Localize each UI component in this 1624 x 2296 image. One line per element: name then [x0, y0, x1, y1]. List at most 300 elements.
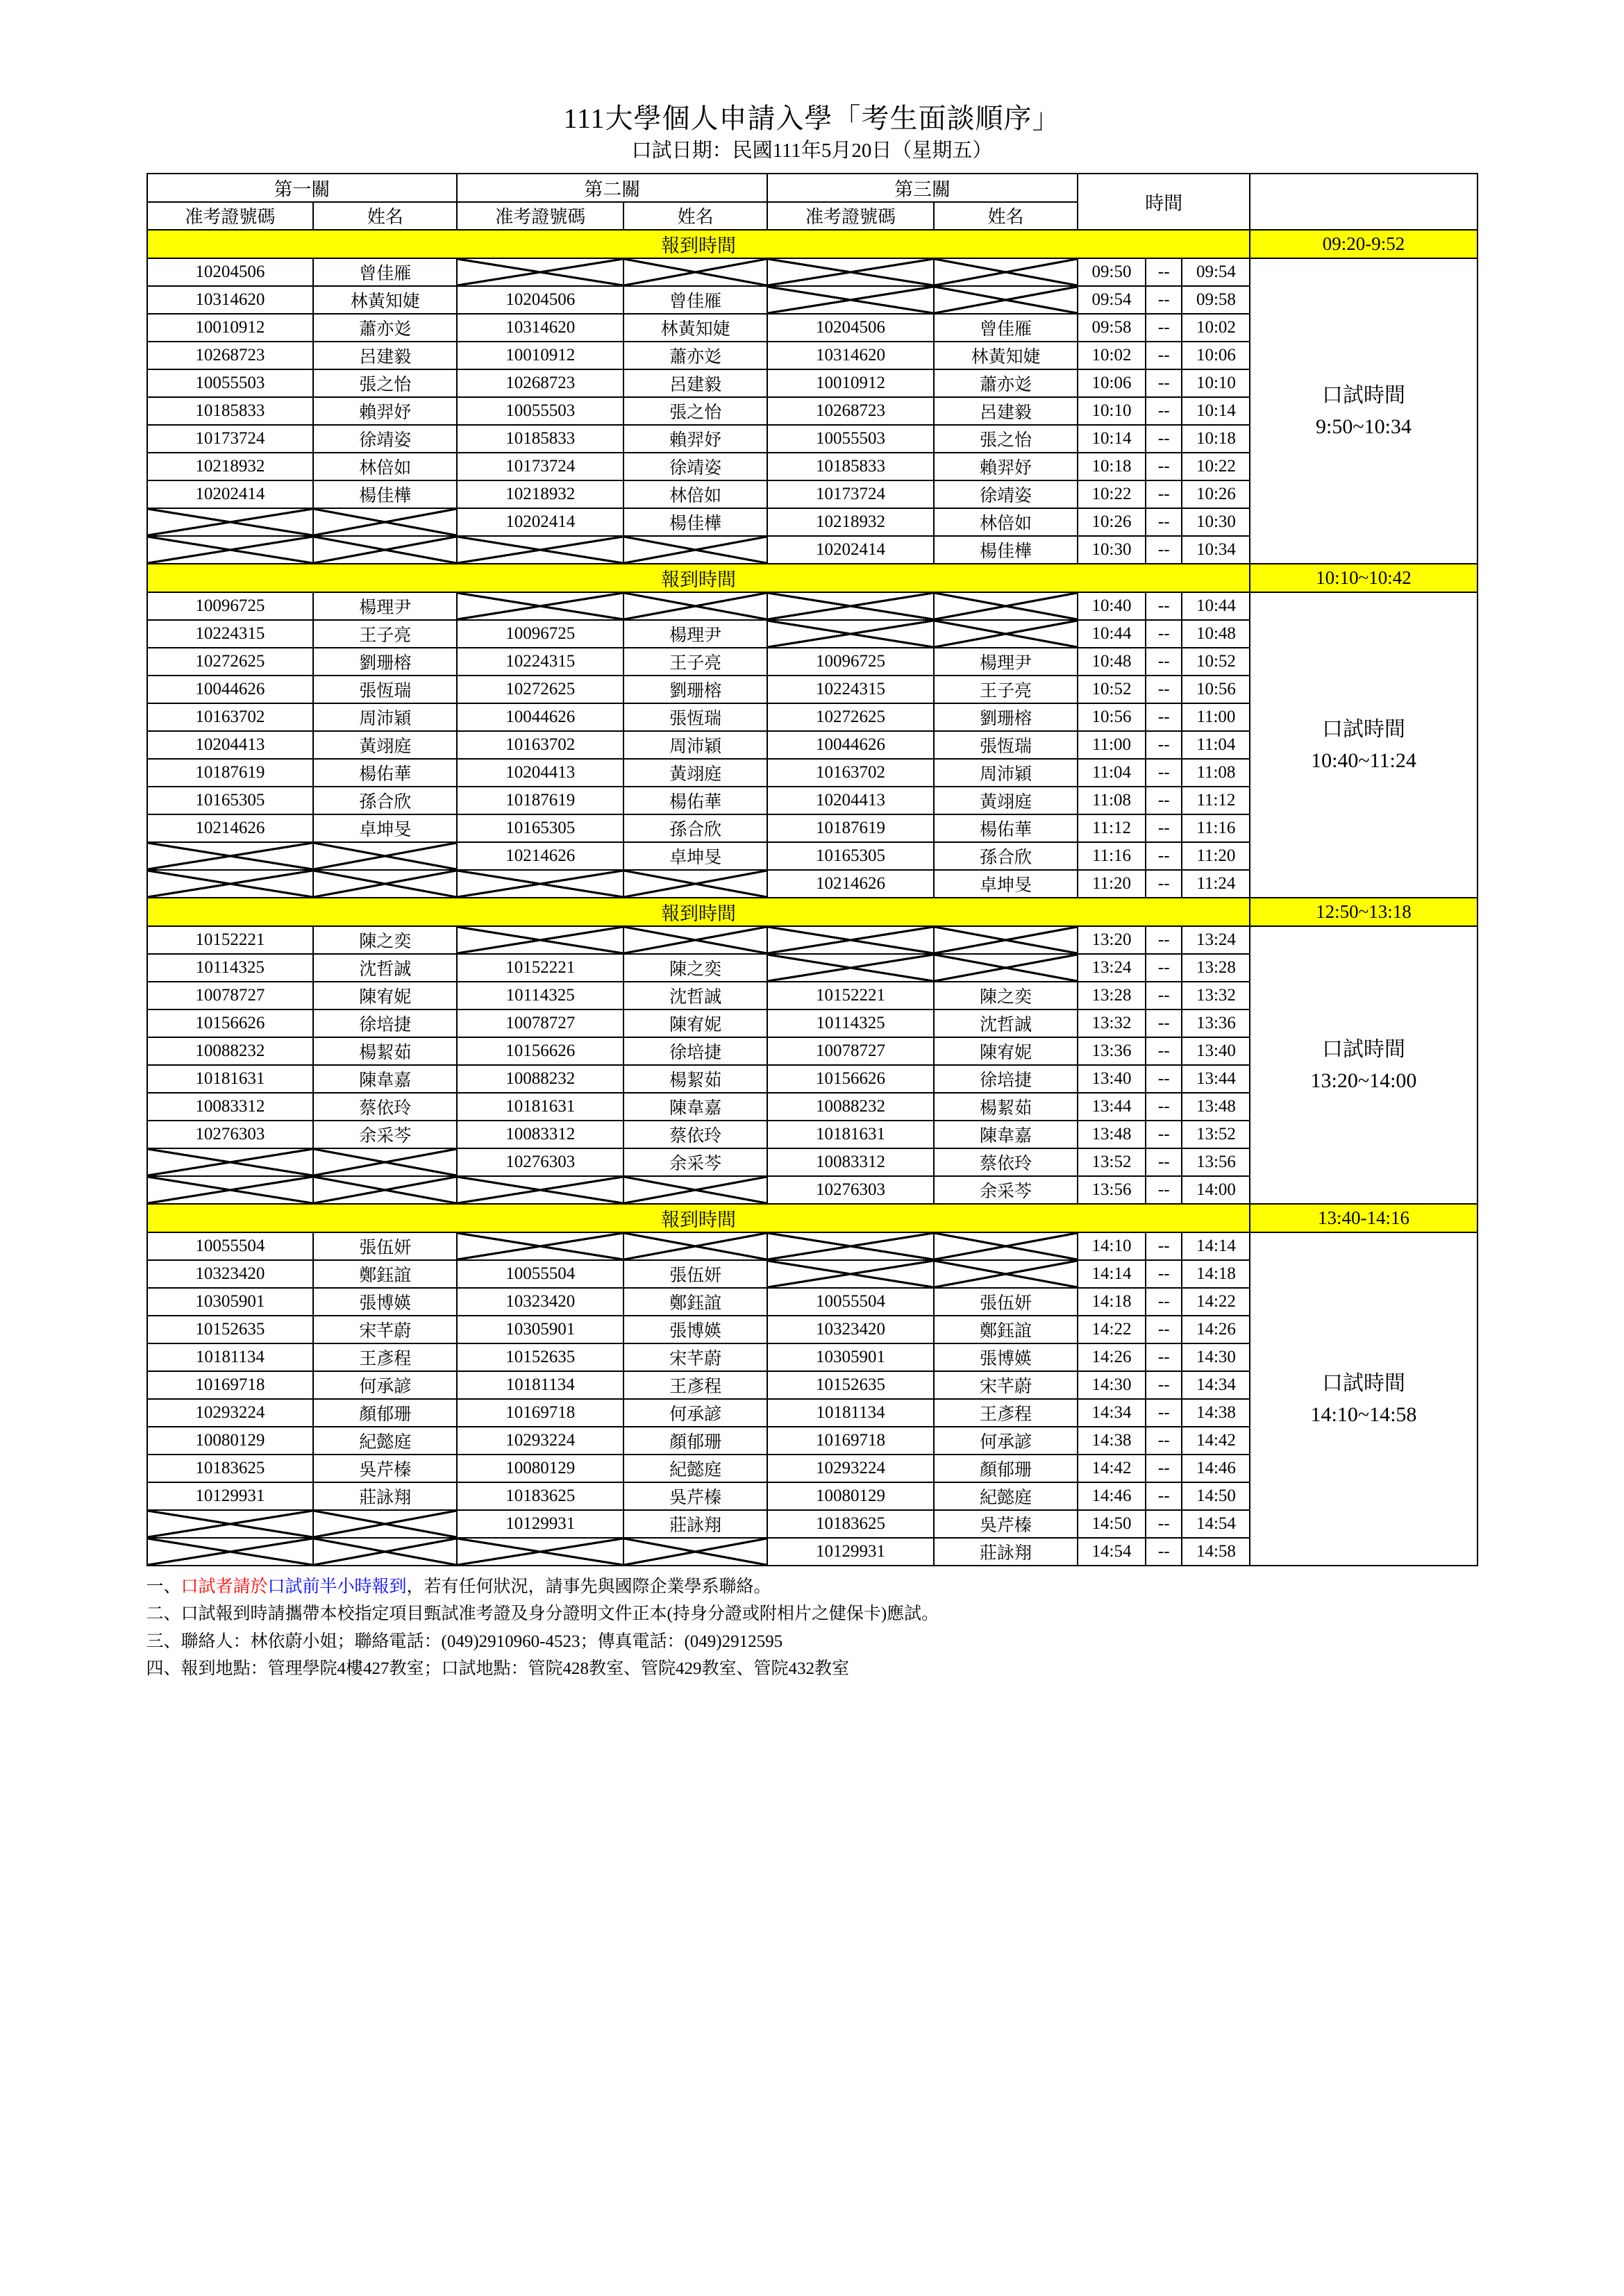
stage1-name: 林倍如	[313, 453, 457, 480]
stage1-name: 張之怡	[313, 369, 457, 397]
stage3-exam-id: 10218932	[767, 508, 934, 536]
stage2-exam-id: 10173724	[457, 453, 623, 480]
stage1-exam-id: 10272625	[147, 648, 314, 676]
stage2-name: 楊佳樺	[623, 508, 767, 536]
stage2-exam-id: 10314620	[457, 314, 623, 342]
time-start: 10:06	[1078, 369, 1146, 397]
note-1-rest: ，若有任何狀況，請事先與國際企業學系聯絡。	[406, 1577, 771, 1596]
table-body	[147, 230, 1477, 1566]
time-start: 13:32	[1078, 1009, 1146, 1037]
time-dash: --	[1146, 954, 1182, 982]
stage3-exam-id: 10173724	[767, 480, 934, 508]
stage3-exam-id: 10185833	[767, 453, 934, 480]
stage3-exam-id-empty	[767, 286, 934, 314]
time-start: 14:50	[1078, 1510, 1146, 1538]
time-start: 11:20	[1078, 870, 1146, 898]
stage2-name: 莊詠翔	[623, 1510, 767, 1538]
note-1-blue: 口試前半小時報到	[267, 1577, 407, 1596]
stage3-exam-id: 10044626	[767, 731, 934, 759]
stage3-name: 陳宥妮	[934, 1037, 1078, 1065]
stage2-exam-id: 10204506	[457, 286, 623, 314]
time-dash: --	[1146, 814, 1182, 842]
time-end: 10:22	[1182, 453, 1250, 480]
stage1-exam-id: 10276303	[147, 1121, 314, 1148]
stage1-exam-id: 10165305	[147, 787, 314, 814]
stage2-name: 黃翊庭	[623, 759, 767, 787]
oral-time-cell	[1250, 1232, 1477, 1566]
time-end: 14:50	[1182, 1482, 1250, 1510]
stage3-name: 黃翊庭	[934, 787, 1078, 814]
time-start: 13:36	[1078, 1037, 1146, 1065]
stage1-name: 陳之奕	[313, 926, 457, 954]
stage3-exam-id: 10204413	[767, 787, 934, 814]
stage1-name: 蕭亦彣	[313, 314, 457, 342]
time-start: 13:20	[1078, 926, 1146, 954]
oral-time-label: 口試時間	[1321, 717, 1405, 741]
time-end: 11:16	[1182, 814, 1250, 842]
header-stage-1: 第一關	[147, 174, 458, 202]
time-start: 09:58	[1078, 314, 1146, 342]
time-end: 14:18	[1182, 1260, 1250, 1288]
stage2-exam-id-empty	[457, 536, 623, 564]
stage3-exam-id-empty	[767, 926, 934, 954]
stage2-name-empty	[623, 870, 767, 898]
stage3-name: 卓坤旻	[934, 870, 1078, 898]
stage1-name: 賴羿妤	[313, 397, 457, 425]
time-dash: --	[1146, 676, 1182, 703]
stage2-name: 沈哲誠	[623, 982, 767, 1009]
stage3-name: 張恆瑞	[934, 731, 1078, 759]
time-end: 14:54	[1182, 1510, 1250, 1538]
report-time-range: 10:10~10:42	[1250, 564, 1477, 592]
stage2-exam-id: 10055504	[457, 1260, 623, 1288]
time-end: 14:14	[1182, 1232, 1250, 1260]
time-dash: --	[1146, 453, 1182, 480]
stage1-exam-id: 10323420	[147, 1260, 314, 1288]
stage1-name-empty	[313, 1538, 457, 1566]
stage2-exam-id: 10129931	[457, 1510, 623, 1538]
time-dash: --	[1146, 1371, 1182, 1399]
oral-time-range: 14:10~14:58	[1310, 1402, 1417, 1426]
stage1-name: 楊佑華	[313, 759, 457, 787]
note-4: 四、報到地點：管理學院4樓427教室；口試地點：管院428教室、管院429教室、管院432教室	[146, 1659, 850, 1679]
stage3-exam-id: 10224315	[767, 676, 934, 703]
stage1-name: 徐靖姿	[313, 425, 457, 453]
time-start: 14:30	[1078, 1371, 1146, 1399]
stage1-exam-id-empty	[147, 536, 314, 564]
time-dash: --	[1146, 1148, 1182, 1176]
time-start: 10:18	[1078, 453, 1146, 480]
stage1-exam-id: 10114325	[147, 954, 314, 982]
stage2-exam-id: 10293224	[457, 1427, 623, 1455]
stage3-name-empty	[934, 286, 1078, 314]
stage3-name: 曾佳雁	[934, 314, 1078, 342]
stage2-name: 呂建毅	[623, 369, 767, 397]
stage1-name: 劉珊榕	[313, 648, 457, 676]
stage1-name: 楊理尹	[313, 592, 457, 620]
stage2-exam-id: 10181631	[457, 1093, 623, 1121]
stage2-exam-id-empty	[457, 1538, 623, 1566]
time-dash: --	[1146, 342, 1182, 369]
time-start: 10:10	[1078, 397, 1146, 425]
time-start: 10:02	[1078, 342, 1146, 369]
stage3-name: 王彥程	[934, 1399, 1078, 1427]
time-end: 13:48	[1182, 1093, 1250, 1121]
note-3: 三、聯絡人：林依蔚小姐；聯絡電話：(049)2910960-4523；傳真電話：(049)2912595	[146, 1632, 783, 1651]
time-end: 13:28	[1182, 954, 1250, 982]
stage1-name: 沈哲誠	[313, 954, 457, 982]
table-row	[147, 926, 1477, 954]
stage3-name-empty	[934, 592, 1078, 620]
stage3-name-empty	[934, 1260, 1078, 1288]
stage1-exam-id: 10293224	[147, 1399, 314, 1427]
stage2-exam-id: 10163702	[457, 731, 623, 759]
time-start: 11:16	[1078, 842, 1146, 870]
stage1-name: 余采芩	[313, 1121, 457, 1148]
stage1-name: 吳芹榛	[313, 1455, 457, 1482]
stage3-name: 陳之奕	[934, 982, 1078, 1009]
time-end: 14:34	[1182, 1371, 1250, 1399]
stage3-name: 張博媖	[934, 1343, 1078, 1371]
stage3-name: 吳芹榛	[934, 1510, 1078, 1538]
time-start: 14:14	[1078, 1260, 1146, 1288]
stage2-name: 林倍如	[623, 480, 767, 508]
stage3-name: 余采芩	[934, 1176, 1078, 1204]
time-dash: --	[1146, 1427, 1182, 1455]
stage3-exam-id-empty	[767, 620, 934, 648]
time-end: 13:44	[1182, 1065, 1250, 1093]
time-start: 14:34	[1078, 1399, 1146, 1427]
stage2-exam-id-empty	[457, 1232, 623, 1260]
stage1-exam-id: 10187619	[147, 759, 314, 787]
time-dash: --	[1146, 425, 1182, 453]
header-oral-spacer	[1250, 174, 1477, 230]
header-exam-id-2: 准考證號碼	[457, 202, 623, 230]
time-start: 14:54	[1078, 1538, 1146, 1566]
time-end: 13:32	[1182, 982, 1250, 1009]
stage3-name: 徐培捷	[934, 1065, 1078, 1093]
stage3-exam-id: 10293224	[767, 1455, 934, 1482]
stage2-name: 吳芹榛	[623, 1482, 767, 1510]
time-start: 09:50	[1078, 258, 1146, 286]
time-end: 11:08	[1182, 759, 1250, 787]
header-row-stages	[147, 174, 1477, 202]
stage2-name: 鄭鈺誼	[623, 1288, 767, 1316]
time-start: 13:52	[1078, 1148, 1146, 1176]
time-start: 14:46	[1078, 1482, 1146, 1510]
stage2-exam-id: 10181134	[457, 1371, 623, 1399]
time-dash: --	[1146, 508, 1182, 536]
time-start: 10:30	[1078, 536, 1146, 564]
report-time-band	[147, 898, 1477, 926]
time-dash: --	[1146, 397, 1182, 425]
stage1-name-empty	[313, 508, 457, 536]
stage1-name: 曾佳雁	[313, 258, 457, 286]
stage2-name-empty	[623, 1538, 767, 1566]
stage1-name: 宋芊蔚	[313, 1316, 457, 1343]
stage1-exam-id: 10080129	[147, 1427, 314, 1455]
oral-time-range: 9:50~10:34	[1316, 414, 1412, 438]
time-dash: --	[1146, 258, 1182, 286]
oral-time-cell	[1250, 592, 1477, 898]
stage3-exam-id: 10202414	[767, 536, 934, 564]
stage3-exam-id: 10055503	[767, 425, 934, 453]
stage2-exam-id: 10156626	[457, 1037, 623, 1065]
time-dash: --	[1146, 759, 1182, 787]
time-dash: --	[1146, 703, 1182, 731]
stage1-exam-id: 10152221	[147, 926, 314, 954]
oral-time-label: 口試時間	[1321, 383, 1405, 407]
stage1-name: 王子亮	[313, 620, 457, 648]
time-start: 11:04	[1078, 759, 1146, 787]
header-stage-3: 第三關	[767, 174, 1078, 202]
stage3-name: 徐靖姿	[934, 480, 1078, 508]
time-end: 14:42	[1182, 1427, 1250, 1455]
stage3-name: 宋芊蔚	[934, 1371, 1078, 1399]
time-end: 11:24	[1182, 870, 1250, 898]
stage1-name: 楊佳樺	[313, 480, 457, 508]
stage2-exam-id: 10096725	[457, 620, 623, 648]
stage3-name-empty	[934, 1232, 1078, 1260]
stage1-name: 周沛穎	[313, 703, 457, 731]
stage2-exam-id: 10152635	[457, 1343, 623, 1371]
stage1-name-empty	[313, 1148, 457, 1176]
stage3-exam-id: 10114325	[767, 1009, 934, 1037]
time-dash: --	[1146, 926, 1182, 954]
stage1-exam-id: 10173724	[147, 425, 314, 453]
stage1-exam-id: 10314620	[147, 286, 314, 314]
stage1-name: 王彥程	[313, 1343, 457, 1371]
time-start: 10:52	[1078, 676, 1146, 703]
stage1-exam-id-empty	[147, 842, 314, 870]
stage1-name: 陳宥妮	[313, 982, 457, 1009]
time-dash: --	[1146, 648, 1182, 676]
time-dash: --	[1146, 1037, 1182, 1065]
stage2-name: 紀懿庭	[623, 1455, 767, 1482]
time-dash: --	[1146, 314, 1182, 342]
stage2-name-empty	[623, 258, 767, 286]
stage1-exam-id: 10268723	[147, 342, 314, 369]
oral-time-cell	[1250, 258, 1477, 564]
time-dash: --	[1146, 1538, 1182, 1566]
time-dash: --	[1146, 1510, 1182, 1538]
stage3-name-empty	[934, 258, 1078, 286]
stage3-exam-id: 10183625	[767, 1510, 934, 1538]
stage2-name: 卓坤旻	[623, 842, 767, 870]
stage1-exam-id-empty	[147, 1538, 314, 1566]
header-time: 時間	[1078, 174, 1250, 230]
oral-time-label: 口試時間	[1321, 1037, 1405, 1061]
time-start: 10:48	[1078, 648, 1146, 676]
stage2-name: 宋芊蔚	[623, 1343, 767, 1371]
stage3-name: 楊佳樺	[934, 536, 1078, 564]
stage1-name: 孫合欣	[313, 787, 457, 814]
time-dash: --	[1146, 1121, 1182, 1148]
note-2: 二、口試報到時請攜帶本校指定項目甄試准考證及身分證明文件正本(持身分證或附相片之健保卡)應試。	[146, 1604, 939, 1624]
header-exam-id-3: 准考證號碼	[767, 202, 934, 230]
stage1-name-empty	[313, 536, 457, 564]
stage3-exam-id: 10083312	[767, 1148, 934, 1176]
table-head	[147, 174, 1477, 230]
stage3-name-empty	[934, 926, 1078, 954]
stage1-name: 陳韋嘉	[313, 1065, 457, 1093]
stage3-name: 紀懿庭	[934, 1482, 1078, 1510]
stage2-name: 顏郁珊	[623, 1427, 767, 1455]
time-start: 10:44	[1078, 620, 1146, 648]
time-dash: --	[1146, 480, 1182, 508]
stage3-exam-id: 10323420	[767, 1316, 934, 1343]
stage2-name: 余采芩	[623, 1148, 767, 1176]
stage2-exam-id: 10152221	[457, 954, 623, 982]
stage3-exam-id: 10204506	[767, 314, 934, 342]
stage3-name-empty	[934, 620, 1078, 648]
table-row	[147, 258, 1477, 286]
stage1-exam-id-empty	[147, 870, 314, 898]
note-1-red: 口試者請於	[181, 1577, 268, 1596]
stage1-name: 林黃知婕	[313, 286, 457, 314]
stage3-exam-id-empty	[767, 954, 934, 982]
header-name-1: 姓名	[313, 202, 457, 230]
time-end: 10:34	[1182, 536, 1250, 564]
time-end: 14:46	[1182, 1455, 1250, 1482]
stage2-name-empty	[623, 1232, 767, 1260]
stage3-name: 沈哲誠	[934, 1009, 1078, 1037]
stage2-name: 陳韋嘉	[623, 1093, 767, 1121]
stage3-exam-id-empty	[767, 1260, 934, 1288]
stage3-name: 周沛穎	[934, 759, 1078, 787]
stage2-name: 賴羿妤	[623, 425, 767, 453]
stage2-name-empty	[623, 592, 767, 620]
stage3-exam-id: 10181631	[767, 1121, 934, 1148]
page-title: 111大學個人申請入學「考生面談順序」	[563, 103, 1061, 134]
header-name-2: 姓名	[623, 202, 767, 230]
stage1-exam-id: 10185833	[147, 397, 314, 425]
time-end: 10:14	[1182, 397, 1250, 425]
stage2-exam-id: 10114325	[457, 982, 623, 1009]
stage3-exam-id: 10152635	[767, 1371, 934, 1399]
stage1-exam-id: 10181631	[147, 1065, 314, 1093]
stage1-name: 呂建毅	[313, 342, 457, 369]
report-time-band	[147, 230, 1477, 258]
report-time-range: 13:40-14:16	[1250, 1204, 1477, 1232]
stage2-name: 張恆瑞	[623, 703, 767, 731]
stage1-exam-id: 10224315	[147, 620, 314, 648]
time-dash: --	[1146, 1232, 1182, 1260]
stage2-exam-id-empty	[457, 870, 623, 898]
stage2-exam-id: 10055503	[457, 397, 623, 425]
stage3-name: 楊佑華	[934, 814, 1078, 842]
stage1-exam-id: 10202414	[147, 480, 314, 508]
stage1-exam-id: 10169718	[147, 1371, 314, 1399]
report-time-label: 報到時間	[147, 564, 1250, 592]
stage2-name: 張之怡	[623, 397, 767, 425]
note-1	[147, 1573, 1478, 1601]
time-start: 10:26	[1078, 508, 1146, 536]
time-end: 11:12	[1182, 787, 1250, 814]
stage3-exam-id: 10214626	[767, 870, 934, 898]
stage1-exam-id: 10156626	[147, 1009, 314, 1037]
stage2-name: 曾佳雁	[623, 286, 767, 314]
stage2-exam-id: 10088232	[457, 1065, 623, 1093]
note-1-prefix: 一、	[146, 1577, 181, 1596]
stage1-name: 紀懿庭	[313, 1427, 457, 1455]
stage1-exam-id: 10152635	[147, 1316, 314, 1343]
stage2-name: 劉珊榕	[623, 676, 767, 703]
stage3-exam-id-empty	[767, 592, 934, 620]
time-dash: --	[1146, 787, 1182, 814]
time-end: 10:18	[1182, 425, 1250, 453]
time-dash: --	[1146, 1399, 1182, 1427]
stage2-exam-id: 10165305	[457, 814, 623, 842]
time-start: 13:24	[1078, 954, 1146, 982]
header-exam-id-1: 准考證號碼	[147, 202, 314, 230]
stage3-exam-id: 10163702	[767, 759, 934, 787]
time-start: 11:08	[1078, 787, 1146, 814]
stage1-exam-id-empty	[147, 1510, 314, 1538]
stage2-exam-id: 10272625	[457, 676, 623, 703]
time-dash: --	[1146, 1343, 1182, 1371]
time-dash: --	[1146, 1065, 1182, 1093]
stage1-name: 蔡依玲	[313, 1093, 457, 1121]
time-start: 13:40	[1078, 1065, 1146, 1093]
stage2-exam-id: 10276303	[457, 1148, 623, 1176]
time-end: 10:02	[1182, 314, 1250, 342]
stage2-name: 何承諺	[623, 1399, 767, 1427]
stage3-exam-id-empty	[767, 1232, 934, 1260]
time-start: 13:28	[1078, 982, 1146, 1009]
stage3-name: 孫合欣	[934, 842, 1078, 870]
stage1-exam-id: 10204413	[147, 731, 314, 759]
stage2-name: 楊佑華	[623, 787, 767, 814]
stage3-exam-id: 10314620	[767, 342, 934, 369]
time-end: 14:26	[1182, 1316, 1250, 1343]
stage1-name: 何承諺	[313, 1371, 457, 1399]
time-start: 14:18	[1078, 1288, 1146, 1316]
stage3-exam-id: 10187619	[767, 814, 934, 842]
report-time-label: 報到時間	[147, 1204, 1250, 1232]
time-start: 14:22	[1078, 1316, 1146, 1343]
stage3-name: 顏郁珊	[934, 1455, 1078, 1482]
time-end: 10:26	[1182, 480, 1250, 508]
stage2-exam-id: 10078727	[457, 1009, 623, 1037]
stage2-name: 孫合欣	[623, 814, 767, 842]
stage1-exam-id: 10163702	[147, 703, 314, 731]
time-end: 14:00	[1182, 1176, 1250, 1204]
stage2-exam-id: 10268723	[457, 369, 623, 397]
stage3-exam-id: 10276303	[767, 1176, 934, 1204]
stage1-exam-id: 10055503	[147, 369, 314, 397]
time-dash: --	[1146, 1093, 1182, 1121]
report-time-range: 09:20-9:52	[1250, 230, 1477, 258]
stage1-name: 張恆瑞	[313, 676, 457, 703]
time-end: 10:10	[1182, 369, 1250, 397]
stage2-name-empty	[623, 926, 767, 954]
stage2-exam-id: 10183625	[457, 1482, 623, 1510]
stage2-name: 徐培捷	[623, 1037, 767, 1065]
stage1-exam-id: 10181134	[147, 1343, 314, 1371]
stage2-exam-id: 10185833	[457, 425, 623, 453]
stage1-exam-id: 10129931	[147, 1482, 314, 1510]
header-name-3: 姓名	[934, 202, 1078, 230]
stage1-name: 卓坤旻	[313, 814, 457, 842]
stage3-name-empty	[934, 954, 1078, 982]
stage2-name: 楊絜茹	[623, 1065, 767, 1093]
time-end: 14:22	[1182, 1288, 1250, 1316]
time-dash: --	[1146, 1482, 1182, 1510]
stage2-name: 徐靖姿	[623, 453, 767, 480]
stage1-name: 莊詠翔	[313, 1482, 457, 1510]
stage2-exam-id-empty	[457, 258, 623, 286]
